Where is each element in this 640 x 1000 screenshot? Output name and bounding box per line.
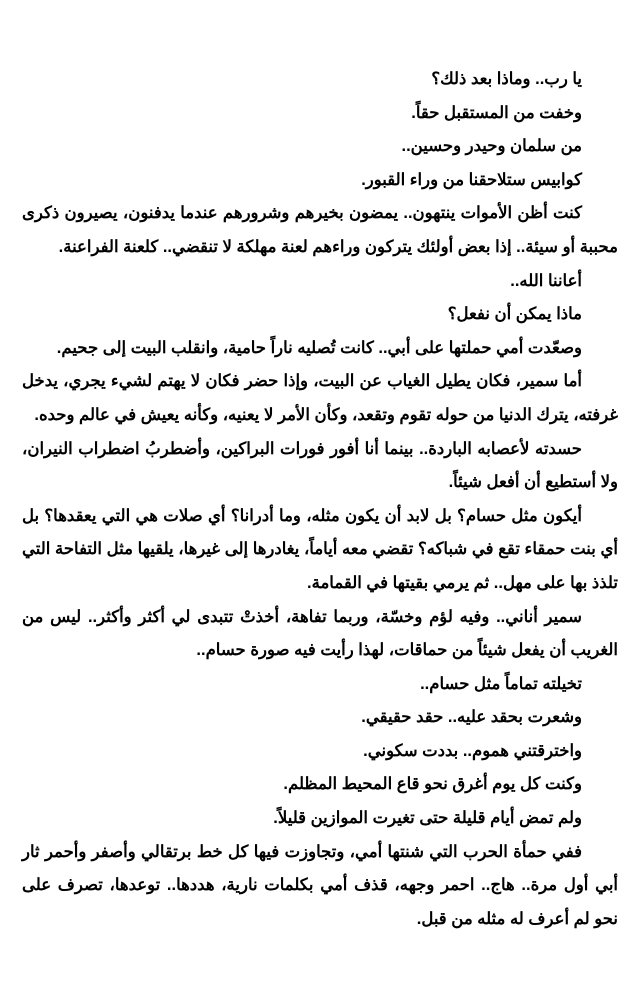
paragraph-9: أما سمير، فكان يطيل الغياب عن البيت، وإذا حضر فكان لا يهتم لشيء يجري، يدخل غرفته، يترك الدنيا من حوله تقوم وتقعد، وكأن الأمر لا يعنيه، وكأنه يعيش في عالم وحده. bbox=[22, 372, 618, 424]
paragraph-6: أعاننا الله.. bbox=[510, 271, 582, 290]
paragraph-8: وصعّدت أمي حملتها على أبي.. كانت تُصليه ناراً حامية، وانقلب البيت إلى جحيم. bbox=[56, 338, 582, 357]
paragraph-7: ماذا يمكن أن نفعل؟ bbox=[447, 305, 582, 324]
paragraph-18: ففي حمأة الحرب التي شنتها أمي، وتجاوزت فيها كل خط برتقالي وأصفر وأحمر ثار أبي أول مرة.. هاج.. احمر وجهه، قذف أمي بكلمات نارية، هددها.. توعدها، تصرف على نحو لم أعرف له مثله من قبل. bbox=[22, 842, 618, 928]
document-page bbox=[22, 63, 618, 936]
paragraph-10: حسدته لأعصابه الباردة.. بينما أنا أفور فورات البراكين، وأضطربُ اضطراب النيران، ولا أستطيع أن أفعل شيئاً. bbox=[22, 439, 618, 492]
paragraph-3: من سلمان وحيدر وحسين.. bbox=[401, 137, 582, 156]
paragraph-1: يا رب.. وماذا بعد ذلك؟ bbox=[431, 70, 582, 88]
paragraph-16: وكنت كل يوم أغرق نحو قاع المحيط المظلم. bbox=[283, 775, 582, 794]
paragraph-13: تخيلته تماماً مثل حسام.. bbox=[420, 674, 582, 693]
paragraph-2: وخفت من المستقبل حقاً. bbox=[411, 103, 582, 122]
paragraph-11: أيكون مثل حسام؟ بل لابد أن يكون مثله، وما أدرانا؟ أي صلات هي التي يعقدها؟ بل أي بنت حمقاء تقع في شباكه؟ تقضي معه أياماً، يغادرها إلى غيرها، يلقيها مثل التفاحة التي تلذذ بها على مهل.. ثم يرمي بقيتها في القمامة. bbox=[22, 506, 618, 592]
paragraph-4: كوابيس ستلاحقنا من وراء القبور. bbox=[361, 170, 582, 189]
paragraph-5: كنت أظن الأموات ينتهون.. يمضون بخيرهم وشرورهم عندما يدفنون، يصيرون ذكرى محببة أو سيئة.. إذا بعض أولئك يتركون وراءهم لعنة مهلكة لا تنقضي.. كلعنة الفراعنة. bbox=[22, 204, 618, 256]
paragraph-12: سمير أناني.. وفيه لؤم وخسّة، وربما تفاهة، أخذتْ تتبدى لي أكثر وأكثر.. ليس من الغريب أن يفعل شيئاً من حماقات، لهذا رأيت فيه صورة حسام.. bbox=[22, 607, 618, 660]
paragraph-17: ولم تمض أيام قليلة حتى تغيرت الموازين قليلاً. bbox=[273, 809, 582, 828]
paragraph-14: وشعرت بحقد عليه.. حقد حقيقي. bbox=[361, 708, 582, 727]
paragraph-15: واخترقتني هموم.. بددت سكوني. bbox=[363, 741, 582, 760]
